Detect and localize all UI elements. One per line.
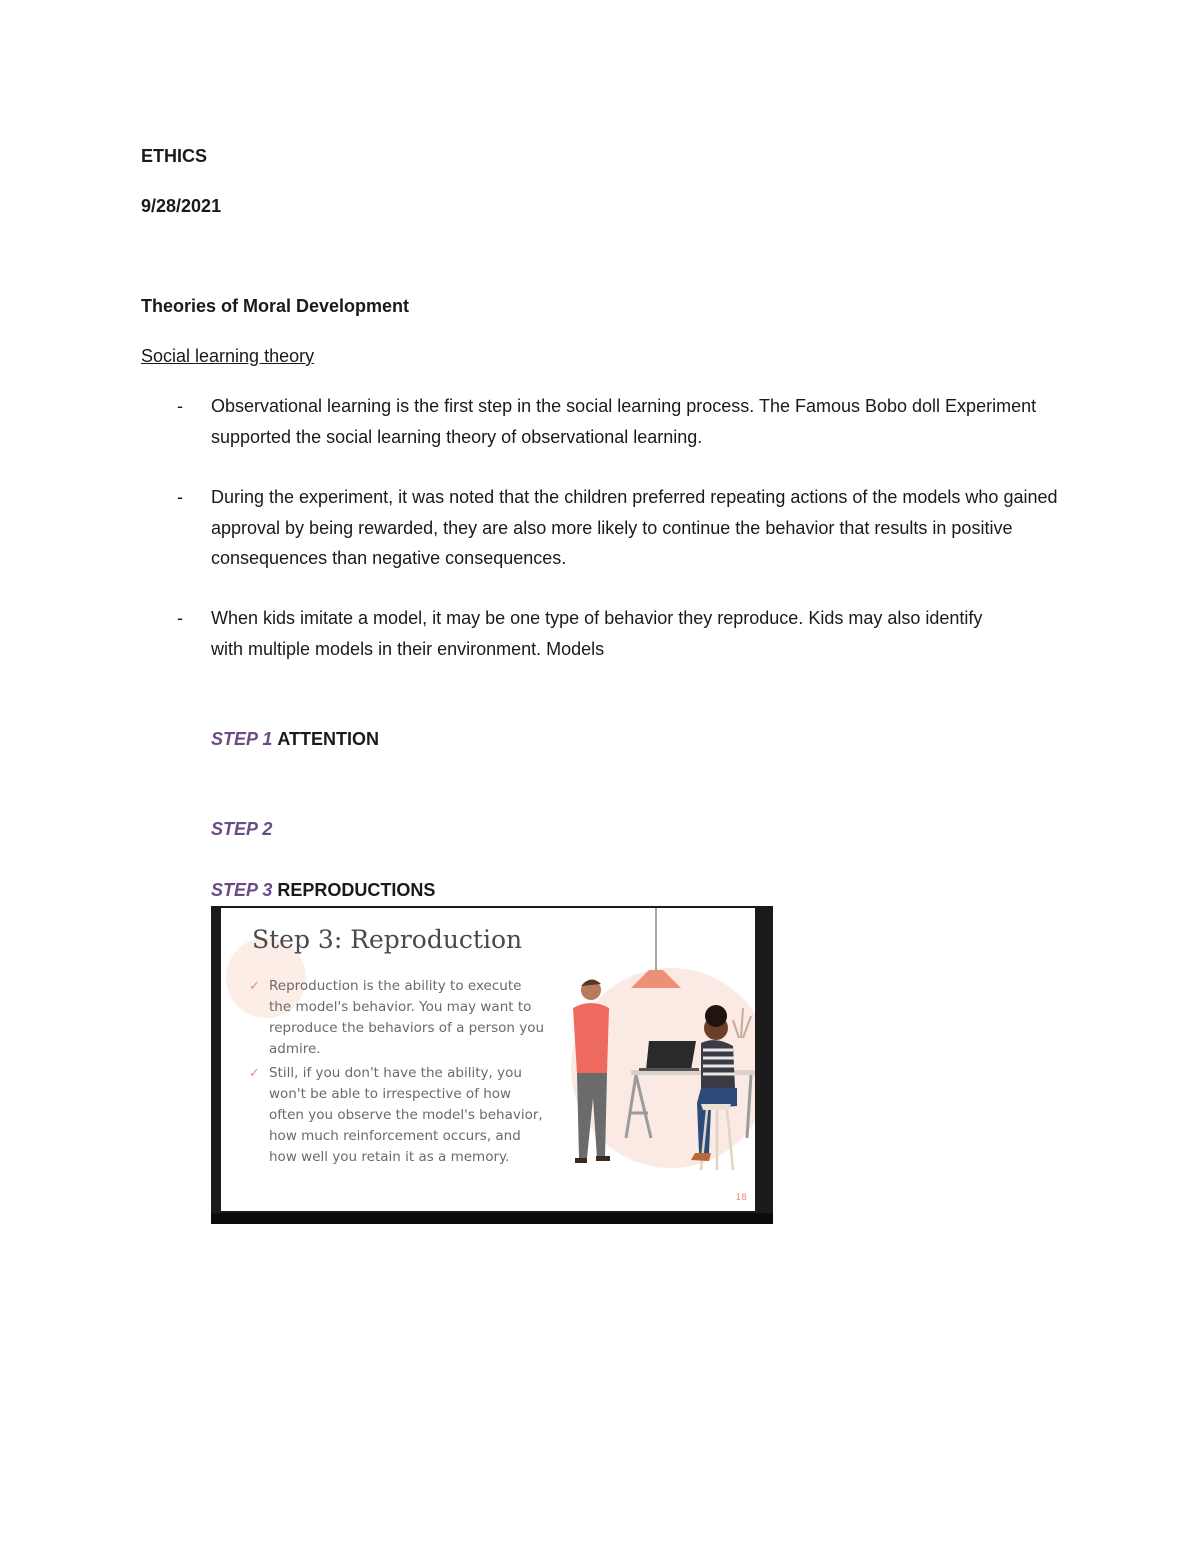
- slide-title: Step 3: Reproduction: [252, 925, 523, 954]
- document-date: 9/28/2021: [141, 196, 222, 216]
- checkmark-icon: ✓: [249, 1066, 260, 1081]
- laptop-icon: [646, 1041, 696, 1070]
- step-1: [211, 729, 379, 749]
- laptop-base: [639, 1068, 699, 1071]
- document-subject: ETHICS: [141, 146, 208, 166]
- step-2: [211, 819, 272, 839]
- slide-item-text: Still, if you don't have the ability, you won't be able to irrespective of how often you observe the model's behavior, how much reinforcement occurs, and how well you retain it as a memory.: [269, 1065, 543, 1165]
- bullet-marker: -: [177, 608, 183, 628]
- slide-item-text: Reproduction is the ability to execute the model's behavior. You may want to reproduce the behaviors of a person you admire.: [269, 978, 545, 1057]
- bullet-text: When kids imitate a model, it may be one type of behavior they reproduce. Kids may also identify with multiple models in their environment. Models: [211, 608, 983, 659]
- step-3: [211, 880, 435, 900]
- slide-list-item: [247, 976, 547, 1060]
- slide: [221, 908, 755, 1211]
- step-label: STEP 2: [211, 819, 273, 839]
- people-illustration: [551, 908, 755, 1211]
- bullet-marker: -: [177, 396, 183, 416]
- video-bottom-bar: [211, 1213, 773, 1224]
- section-subheading: Social learning theory: [141, 346, 315, 366]
- step-label: STEP 3: [211, 880, 273, 900]
- slide-list: [247, 976, 547, 1171]
- bullet-marker: -: [177, 487, 183, 507]
- section-heading: Theories of Moral Development: [141, 296, 410, 316]
- slide-screenshot: [211, 906, 773, 1224]
- step-name: ATTENTION: [277, 729, 380, 749]
- slide-list-item: [247, 1063, 547, 1168]
- woman-hair: [705, 1005, 727, 1027]
- woman-shirt: [701, 1040, 735, 1088]
- bullet-text: Observational learning is the first step in the social learning process. The Famous Bobo doll Experiment supported the social learning theory of observational learning.: [211, 396, 1037, 447]
- man-shirt: [573, 1003, 609, 1073]
- man-shoe: [575, 1158, 587, 1163]
- bullet-text: During the experiment, it was noted that the children preferred repeating actions of the models who gained approval by being rewarded, they are also more likely to continue the behavior that results in positive consequences than negative consequences.: [211, 487, 1058, 568]
- checkmark-icon: ✓: [249, 979, 260, 994]
- step-name: REPRODUCTIONS: [277, 880, 436, 900]
- stool-seat: [701, 1104, 731, 1110]
- slide-page-number: 18: [735, 1193, 747, 1203]
- man-shoe: [596, 1156, 610, 1161]
- step-label: STEP 1: [211, 729, 273, 749]
